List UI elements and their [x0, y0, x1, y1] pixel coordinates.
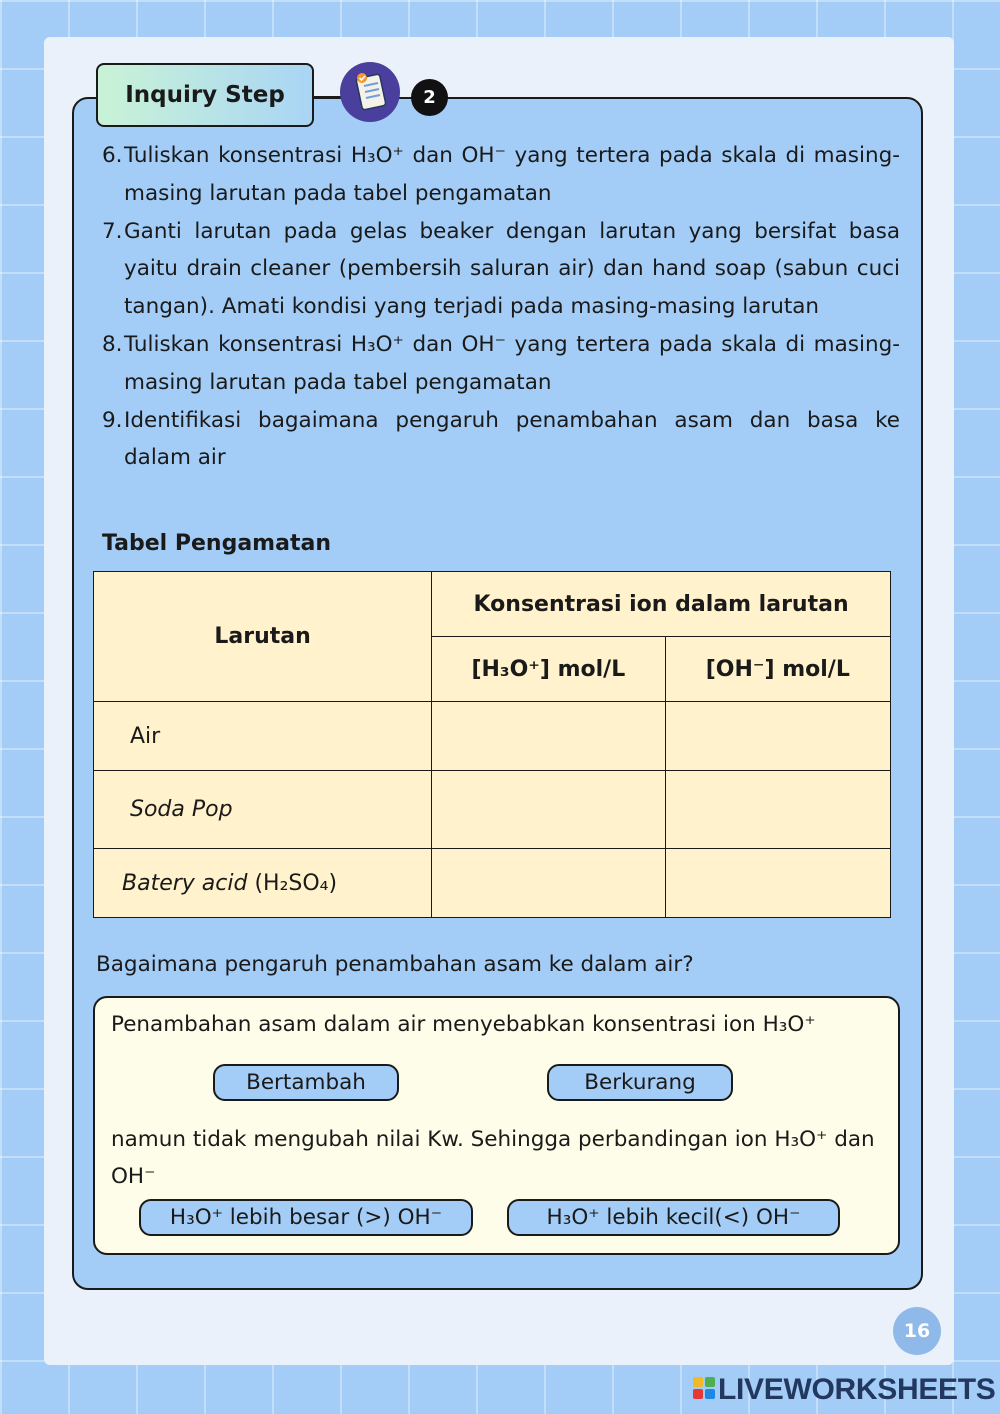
inquiry-step-label: Inquiry Step	[125, 82, 285, 108]
instruction-item	[102, 326, 900, 402]
row-label-battery-acid	[94, 849, 432, 918]
question-text: Bagaimana pengaruh penambahan asam ke dalam air?	[96, 952, 694, 977]
option-berkurang-button[interactable]: Berkurang	[547, 1064, 733, 1101]
instruction-item	[102, 137, 900, 213]
answer-sentence-1: Penambahan asam dalam air menyebabkan konsentrasi ion H₃O⁺	[111, 1012, 816, 1037]
cell-acid-oh[interactable]	[665, 849, 890, 918]
option-bertambah-button[interactable]: Bertambah	[213, 1064, 399, 1101]
clipboard-checklist-icon	[340, 62, 400, 122]
instruction-number: 9.	[102, 407, 123, 433]
step-number: 2	[423, 87, 436, 108]
page-number: 16	[903, 1320, 931, 1342]
cell-soda-oh[interactable]	[665, 771, 890, 849]
cell-air-h3o[interactable]	[432, 702, 665, 771]
instruction-text: Ganti larutan pada gelas beaker dengan larutan yang bersifat basa yaitu drain cleaner (pembersih saluran air) dan hand soap (sabun cuci tangan). Amati kondisi yang terjadi pada masing-masing larutan	[124, 218, 900, 320]
step-number-badge	[411, 79, 448, 116]
liveworksheets-logo-icon	[693, 1373, 715, 1407]
option-h3o-greater-button[interactable]: H₃O⁺ lebih besar (>) OH⁻	[139, 1199, 473, 1236]
instruction-item	[102, 213, 900, 326]
cell-soda-h3o[interactable]	[432, 771, 665, 849]
cell-air-oh[interactable]	[665, 702, 890, 771]
instruction-number: 6.	[102, 143, 123, 168]
battery-acid-name: Batery acid	[122, 870, 248, 896]
cell-acid-h3o[interactable]	[432, 849, 665, 918]
header-larutan: Larutan	[94, 572, 432, 702]
instruction-list	[102, 137, 900, 477]
page-number-badge	[893, 1307, 941, 1355]
instruction-number: 8.	[102, 331, 123, 357]
answer-box	[93, 996, 900, 1255]
instruction-text: Identifikasi bagaimana pengaruh penambahan asam dan basa ke dalam air	[124, 407, 900, 471]
row-label-soda-pop: Soda Pop	[94, 771, 432, 849]
battery-acid-formula: (H₂SO₄)	[254, 870, 338, 896]
header-h3o: [H₃O⁺] mol/L	[432, 637, 665, 702]
header-concentration-group: Konsentrasi ion dalam larutan	[432, 572, 891, 637]
header-oh: [OH⁻] mol/L	[665, 637, 890, 702]
observation-table	[93, 571, 891, 918]
instruction-item	[102, 402, 900, 478]
option-h3o-smaller-button[interactable]: H₃O⁺ lebih kecil(<) OH⁻	[507, 1199, 840, 1236]
answer-sentence-2: namun tidak mengubah nilai Kw. Sehingga perbandingan ion H₃O⁺ dan OH⁻	[111, 1127, 875, 1189]
liveworksheets-brand	[693, 1372, 996, 1408]
instruction-number: 7.	[102, 218, 123, 244]
instruction-text: Tuliskan konsentrasi H₃O⁺ dan OH⁻ yang tertera pada skala di masing-masing larutan pada tabel pengamatan	[124, 331, 900, 395]
brand-name: LIVEWORKSHEETS	[718, 1373, 996, 1406]
row-label-air: Air	[94, 702, 432, 771]
instruction-text: Tuliskan konsentrasi H₃O⁺ dan OH⁻ yang tertera pada skala di masing-masing larutan pada tabel pengamatan	[124, 143, 900, 206]
inquiry-step-tag	[96, 63, 314, 127]
table-title: Tabel Pengamatan	[102, 531, 331, 556]
